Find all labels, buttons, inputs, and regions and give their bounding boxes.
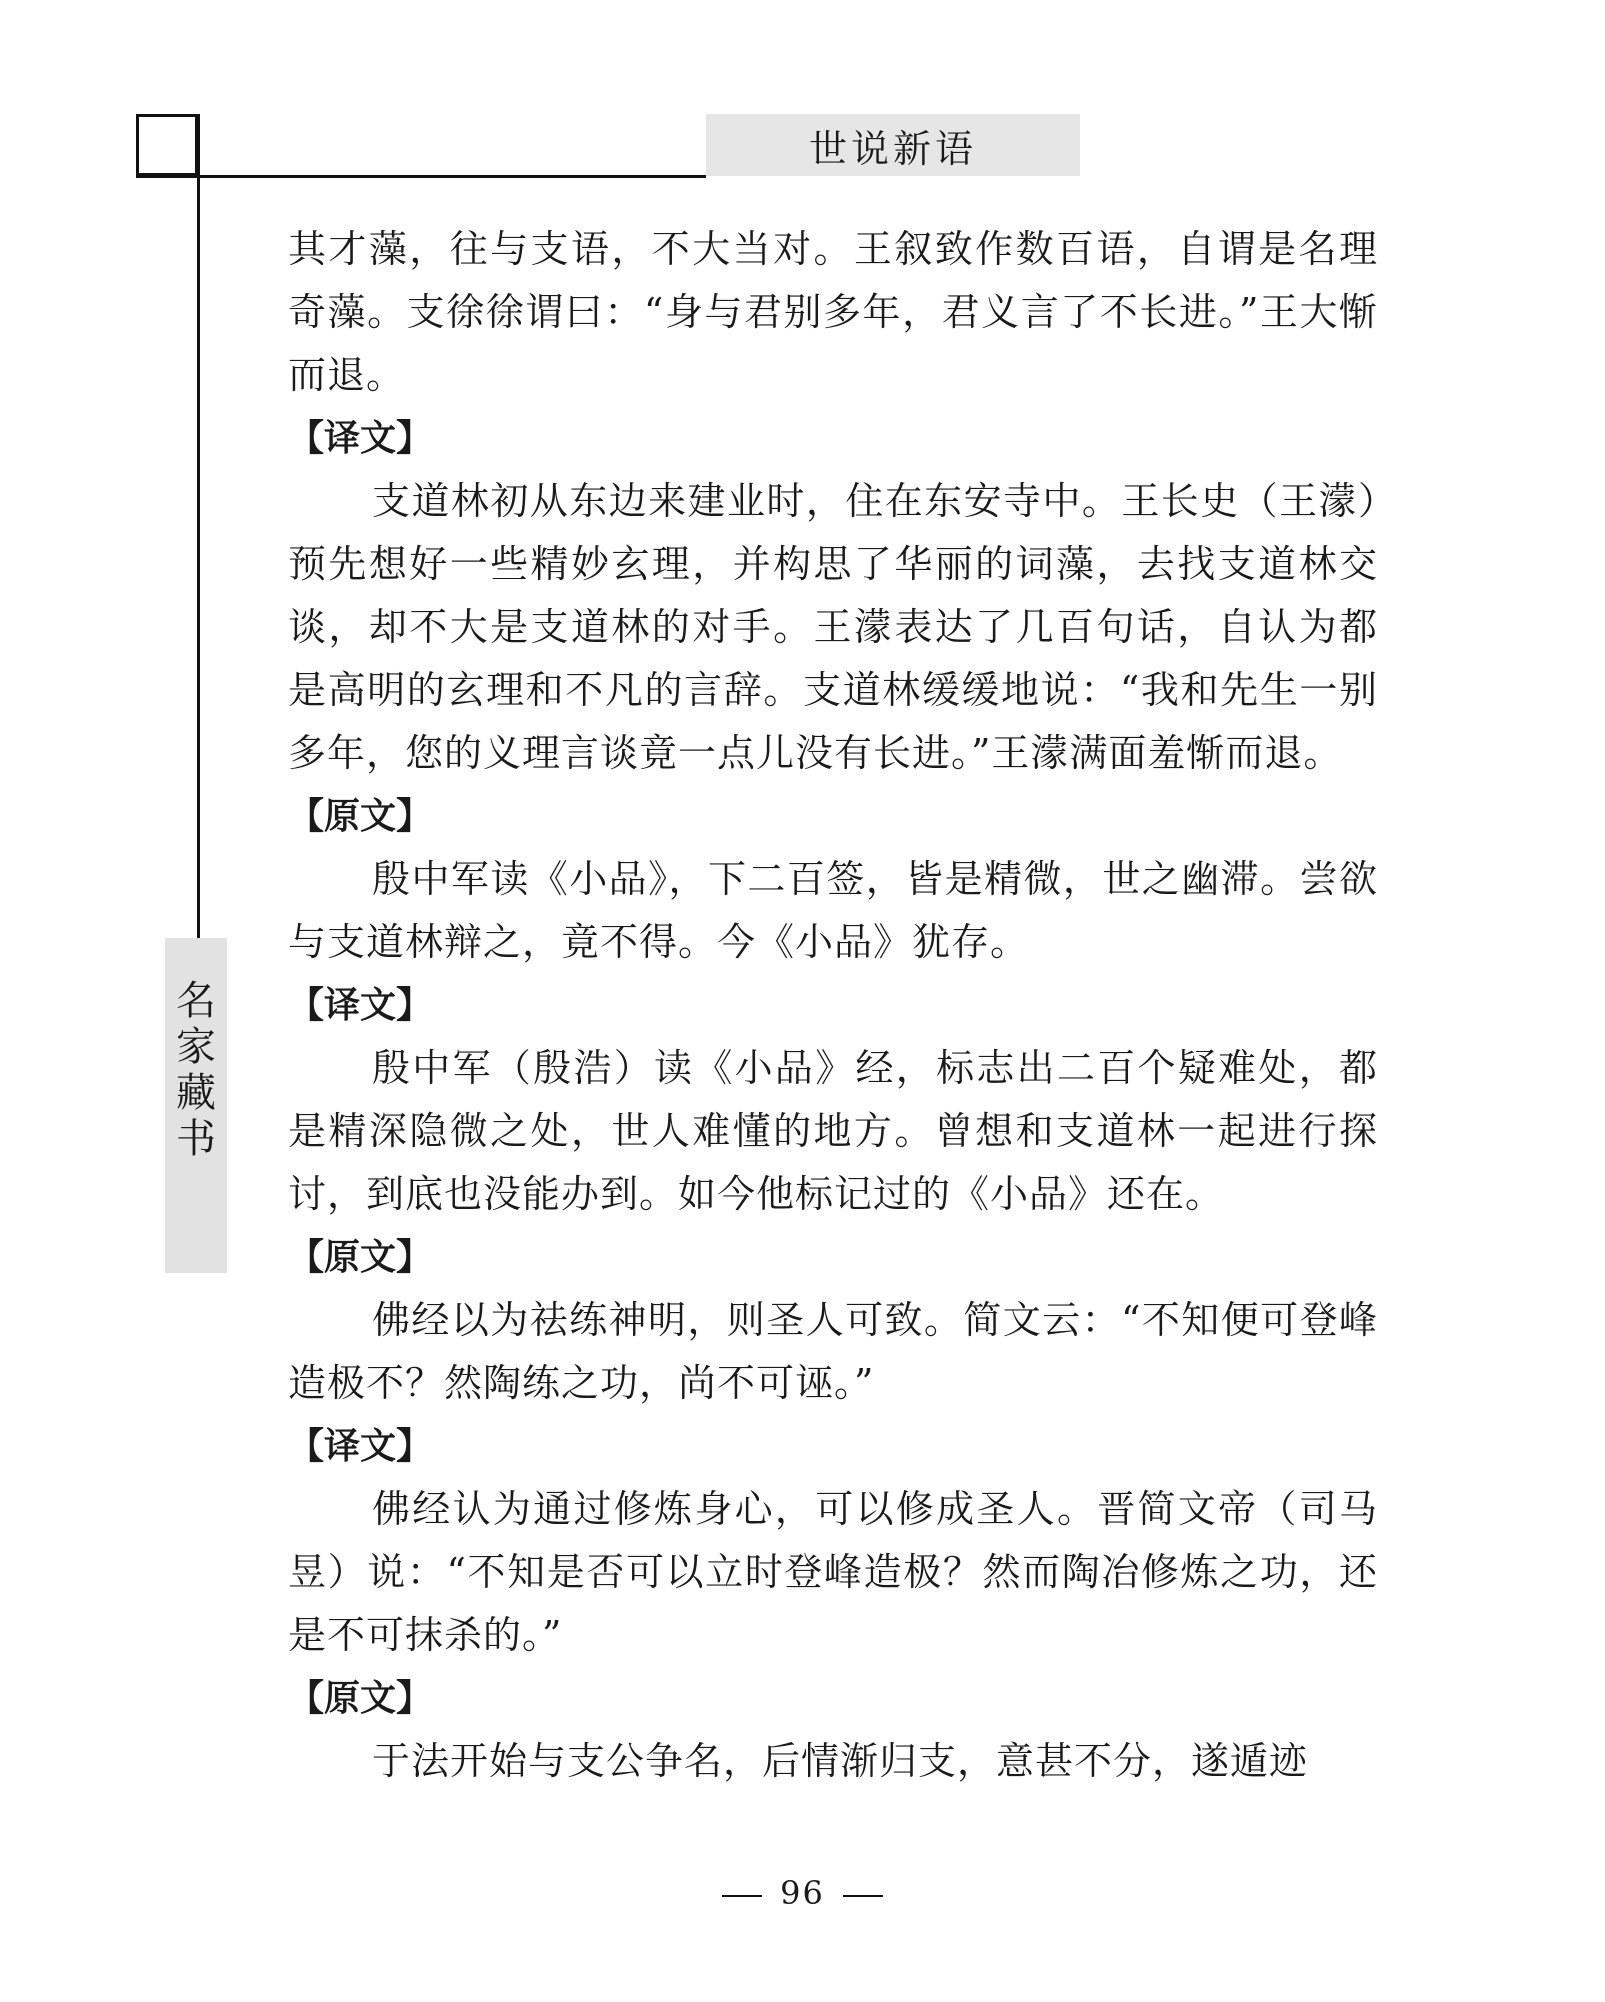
section-label-translation: 【译文】 (288, 418, 433, 459)
book-title: 世说新语 (808, 126, 977, 171)
margin-vertical-rule (197, 114, 200, 938)
side-tab-label: 名家藏书 (176, 978, 216, 1162)
header-rule (136, 175, 706, 178)
section-label-original: 【原文】 (288, 796, 433, 837)
page-number: 96 (780, 1874, 825, 1912)
paragraph: 佛经以为祛练神明，则圣人可致。简文云：“不知便可登峰造极不？然陶练之功，尚不可诬。” (288, 1298, 1378, 1405)
corner-box-ornament (136, 114, 198, 176)
paragraph: 支道林初从东边来建业时，住在东安寺中。王长史（王濛）预先想好一些精妙玄理，并构思了华丽的词藻，去找支道林交谈，却不大是支道林的对手。王濛表达了几百句话，自认为都是高明的玄理和不凡的言辞。支道林缓缓地说：“我和先生一别多年，您的义理言谈竟一点儿没有长进。”王濛满面羞惭而退。 (288, 479, 1378, 775)
footer-dash-left (722, 1895, 762, 1897)
paragraph: 于法开始与支公争名，后情渐归支，意甚不分，遂遁迹 (372, 1739, 1309, 1783)
page-footer (0, 1874, 1605, 1912)
paragraph: 其才藻，往与支语，不大当对。王叙致作数百语，自谓是名理奇藻。支徐徐谓曰：“身与君别多年，君义言了不长进。”王大惭而退。 (288, 227, 1378, 397)
body-text (288, 218, 1378, 1793)
paragraph: 殷中军读《小品》，下二百签，皆是精微，世之幽滞。尝欲与支道林辩之，竟不得。今《小品》犹存。 (288, 857, 1378, 964)
side-tab (165, 938, 227, 1273)
section-label-translation: 【译文】 (288, 1426, 433, 1467)
paragraph: 佛经认为通过修炼身心，可以修成圣人。晋简文帝（司马昱）说：“不知是否可以立时登峰造极？然而陶冶修炼之功，还是不可抹杀的。” (288, 1487, 1378, 1657)
section-label-original: 【原文】 (288, 1678, 433, 1719)
footer-dash-right (843, 1895, 883, 1897)
running-header (706, 114, 1080, 176)
section-label-original: 【原文】 (288, 1237, 433, 1278)
paragraph: 殷中军（殷浩）读《小品》经，标志出二百个疑难处，都是精深隐微之处，世人难懂的地方。曾想和支道林一起进行探讨，到底也没能办到。如今他标记过的《小品》还在。 (288, 1046, 1378, 1216)
section-label-translation: 【译文】 (288, 985, 433, 1026)
